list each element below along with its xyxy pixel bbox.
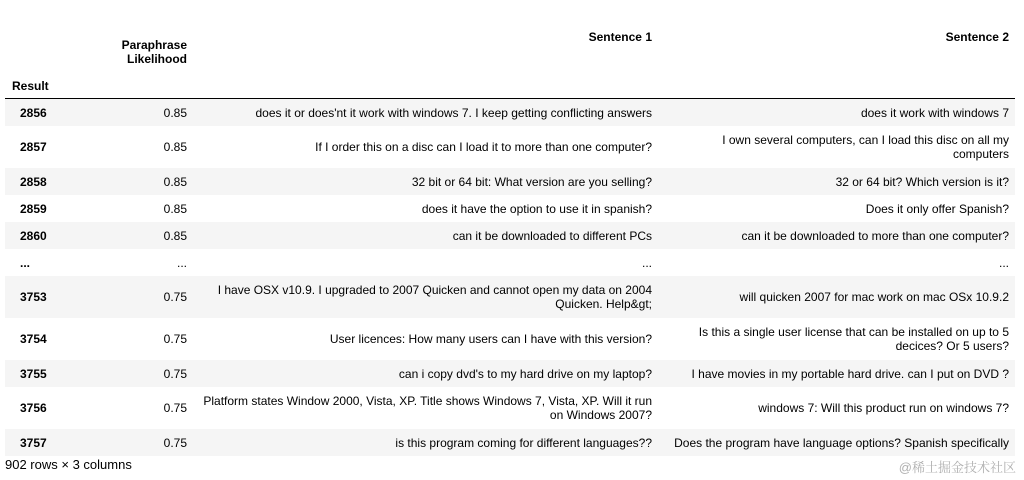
row-index-cell: 3755 [5,360,63,387]
sentence-1-cell: If I order this on a disc can I load it to more than one computer? [315,140,652,154]
sentence-1-cell: I have OSX v10.9. I upgraded to 2007 Quicken and cannot open my data on 2004 Quicken. Help&gt; [193,276,658,318]
sentence-2-cell: does it work with windows 7 [658,99,1015,127]
table-row [5,168,1015,195]
row-index-cell: ... [20,255,31,270]
sentence-1-cell: is this program coming for different languages?? [193,429,658,456]
sentence-1-cell: 32 bit or 64 bit: What version are you selling? [193,168,658,195]
table-row [5,249,1015,276]
sentence-2-cell: Does the program have language options? Spanish specifically [658,429,1015,456]
table-row [5,360,1015,387]
table-row [5,195,1015,222]
dataframe-container [5,0,1015,456]
table-row [5,222,1015,249]
row-index-cell: 3753 [5,276,63,318]
column-header-likelihood: Paraphrase Likelihood [121,38,187,66]
row-index-cell: 3756 [20,401,47,415]
table-row [5,387,1015,429]
index-name-row [5,74,1015,99]
likelihood-cell: 0.85 [63,222,193,249]
sentence-2-cell: will quicken 2007 for mac work on mac OSx 10.9.2 [658,276,1015,318]
likelihood-cell: ... [176,255,187,270]
column-header-sentence-1: Sentence 1 [588,30,652,44]
dataframe-shape-label: 902 rows × 3 columns [5,457,132,472]
sentence-2-cell: can it be downloaded to more than one computer? [658,222,1015,249]
likelihood-cell: 0.85 [163,140,187,154]
table-row [5,99,1015,127]
sentence-1-cell: Platform states Window 2000, Vista, XP. Title shows Windows 7, Vista, XP. Will it run on Windows 2007? [203,394,652,422]
likelihood-cell: 0.85 [163,201,187,216]
sentence-2-cell: 32 or 64 bit? Which version is it? [658,168,1015,195]
watermark: @稀土掘金技术社区 [898,460,1016,475]
row-index-cell: 2856 [5,99,63,127]
index-name-header: Result [5,74,63,99]
row-index-cell: 2860 [5,222,63,249]
row-index-cell: 3757 [5,429,63,456]
sentence-1-cell: can it be downloaded to different PCs [193,222,658,249]
sentence-2-cell: Is this a single user license that can be installed on up to 5 decices? Or 5 users? [698,325,1009,353]
sentence-2-cell: I own several computers, can I load this disc on all my computers [722,133,1009,161]
sentence-1-cell: does it have the option to use it in spanish? [421,201,652,216]
index-header-blank [5,0,63,74]
table-row [5,429,1015,456]
sentence-1-cell: User licences: How many users can I have with this version? [329,332,652,346]
likelihood-cell: 0.85 [63,99,193,127]
likelihood-cell: 0.75 [63,276,193,318]
table-row [5,126,1015,168]
likelihood-cell: 0.75 [63,360,193,387]
sentence-1-cell: does it or does'nt it work with windows 7. I keep getting conflicting answers [193,99,658,127]
sentence-1-cell: can i copy dvd's to my hard drive on my laptop? [193,360,658,387]
table-body [5,99,1015,457]
column-header-row [5,0,1015,74]
sentence-2-cell: ... [998,255,1009,270]
column-header-sentence-2: Sentence 2 [945,30,1009,44]
sentence-1-cell: ... [641,255,652,270]
likelihood-cell: 0.75 [63,429,193,456]
likelihood-cell: 0.75 [163,332,187,346]
likelihood-cell: 0.75 [163,401,187,415]
likelihood-cell: 0.85 [63,168,193,195]
row-index-cell: 3754 [20,332,47,346]
sentence-2-cell: I have movies in my portable hard drive. can I put on DVD ? [658,360,1015,387]
sentence-2-cell: Does it only offer Spanish? [865,201,1009,216]
row-index-cell: 2859 [20,201,47,216]
table-row [5,318,1015,360]
row-index-cell: 2858 [5,168,63,195]
sentence-2-cell: windows 7: Will this product run on windows 7? [758,401,1009,415]
row-index-cell: 2857 [20,140,47,154]
table-row [5,276,1015,318]
dataframe-table [5,0,1015,456]
